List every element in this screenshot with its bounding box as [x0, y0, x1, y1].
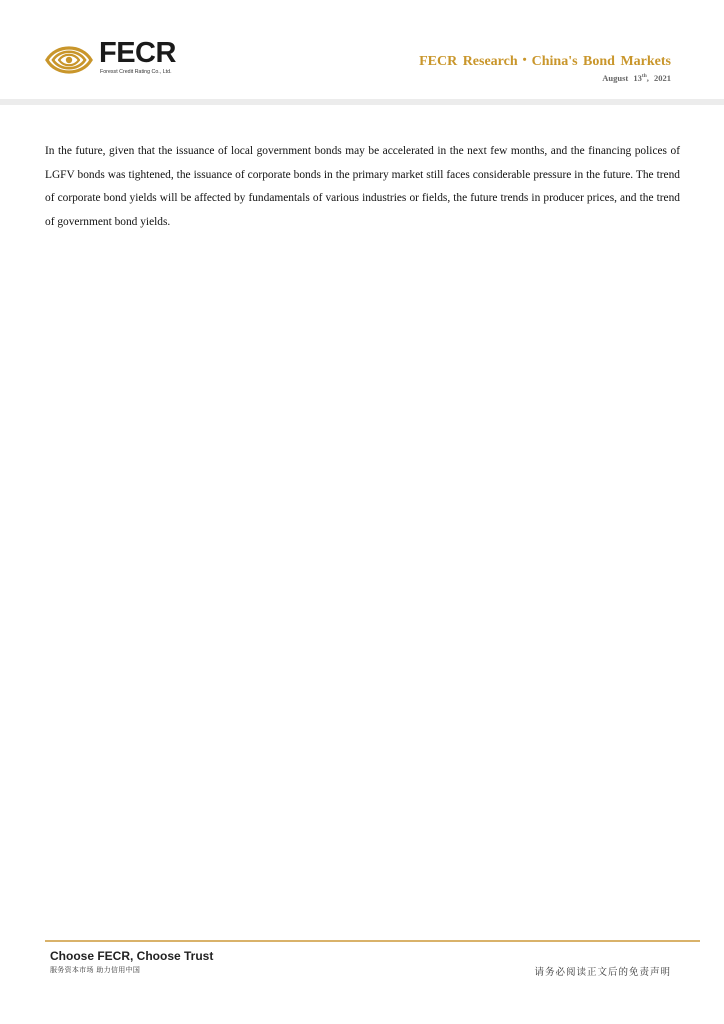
- date-month-day: August 13: [602, 73, 642, 83]
- logo-wordmark: FECR: [99, 37, 176, 69]
- date-year: , 2021: [646, 73, 671, 83]
- footer-sub-slogan: 服务资本市场 助力信用中国: [50, 966, 141, 974]
- eye-logo-icon: [44, 40, 94, 80]
- fecr-logo: [44, 37, 194, 82]
- date-suffix: th: [641, 73, 647, 80]
- header-divider: [0, 99, 724, 105]
- logo-company-name: Foresst Credit Rating Co., Ltd.: [100, 69, 172, 75]
- report-title: FECR Research・China's Bond Markets: [419, 54, 671, 69]
- report-date: [602, 73, 671, 83]
- footer-slogan: Choose FECR, Choose Trust: [50, 949, 214, 963]
- disclaimer-note: 请务必阅读正文后的免责声明: [534, 967, 671, 978]
- page-header: [0, 0, 724, 100]
- footer-divider: [45, 940, 700, 942]
- body-paragraph: In the future, given that the issuance of local government bonds may be accelerated in the next few months, and the financing polices of LGFV bonds was tightened, the issuance of corporate bonds in the primary market still faces considerable pressure in the future. The trend of corporate bond yields will be affected by fundamentals of various industries or fields, the future trends in producer prices, and the trend of government bond yields.: [45, 145, 680, 228]
